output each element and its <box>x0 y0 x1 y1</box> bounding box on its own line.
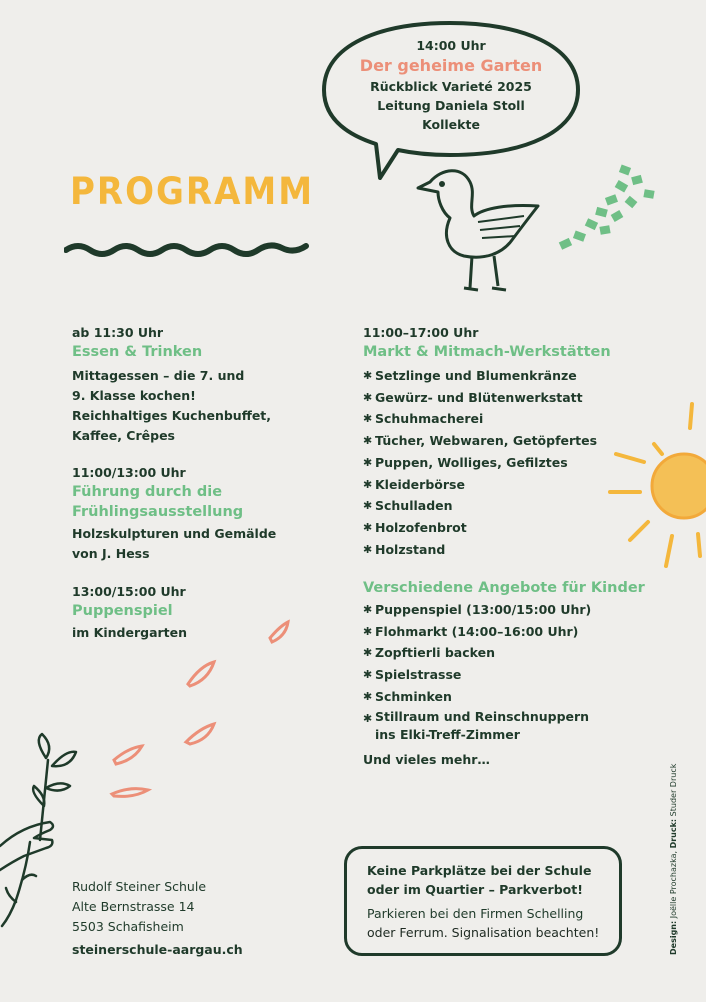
parking-warning-line: Keine Parkplätze bei der Schule <box>367 863 592 878</box>
list-item: ✱ Spielstrasse <box>363 664 663 686</box>
school-street: Alte Bernstrasse 14 <box>72 899 195 914</box>
zigzag-line <box>64 236 310 260</box>
list-item: ✱ Kleiderbörse <box>363 474 663 496</box>
section-title: Markt & Mitmach-Werkstätten <box>363 344 611 360</box>
section-line: Mittagessen – die 7. und <box>72 368 245 383</box>
section-line: Reichhaltiges Kuchenbuffet, <box>72 408 272 423</box>
star-bullet-icon: ✱ <box>363 434 373 448</box>
school-website-link[interactable]: steinerschule-aargau.ch <box>72 942 243 957</box>
section-time: 13:00/15:00 Uhr <box>72 584 186 599</box>
address-block <box>72 877 243 960</box>
list-item: ✱ Gewürz- und Blütenwerkstatt <box>363 387 663 409</box>
list-item: ✱ Holzofenbrot <box>363 517 663 539</box>
star-bullet-icon: ✱ <box>363 542 373 556</box>
star-bullet-icon: ✱ <box>363 668 373 682</box>
section-time: 11:00–17:00 Uhr <box>363 325 479 340</box>
section-fuehrung <box>72 464 322 564</box>
school-name: Rudolf Steiner Schule <box>72 879 207 894</box>
star-bullet-icon: ✱ <box>363 499 373 513</box>
list-item: ✱ Puppenspiel (13:00/15:00 Uhr) <box>363 599 663 621</box>
bubble-time: 14:00 Uhr <box>416 38 486 53</box>
star-bullet-icon: ✱ <box>363 477 373 491</box>
section-title: Führung durch die <box>72 484 223 500</box>
list-item: ✱ Zopftierli backen <box>363 642 663 664</box>
section-line: Holzskulpturen und Gemälde <box>72 526 277 541</box>
list-item: ✱ Schulladen <box>363 495 663 517</box>
credits <box>669 764 678 955</box>
bubble-line-2: Leitung Daniela Stoll <box>377 98 525 113</box>
parking-warning-line: oder im Quartier – Parkverbot! <box>367 882 583 897</box>
section-line: 9. Klasse kochen! <box>72 388 196 403</box>
section-line: von J. Hess <box>72 546 150 561</box>
more-text: Und vieles mehr… <box>363 751 490 767</box>
list-item: ✱ Schminken <box>363 686 663 708</box>
section-title: Essen & Trinken <box>72 344 203 360</box>
star-bullet-icon: ✱ <box>363 369 373 382</box>
section-essen <box>72 324 322 446</box>
bubble-title: Der geheime Garten <box>359 56 543 75</box>
list-item: ✱ Puppen, Wolliges, Gefilztes <box>363 452 663 474</box>
bubble-line-1: Rückblick Varieté 2025 <box>370 79 532 94</box>
list-item: ✱ Setzlinge und Blumenkränze <box>363 365 663 387</box>
bubble-content <box>320 36 582 134</box>
parking-info-line: Parkieren bei den Firmen Schelling <box>367 906 584 921</box>
star-bullet-icon: ✱ <box>363 624 373 638</box>
list-item: ✱ Tücher, Webwaren, Getöpfertes <box>363 430 663 452</box>
star-bullet-icon: ✱ <box>363 689 373 703</box>
section-time: ab 11:30 Uhr <box>72 325 164 340</box>
star-bullet-icon: ✱ <box>363 711 373 725</box>
design-name: Joëlle Prochazka, <box>669 850 678 919</box>
section-title: Verschiedene Angebote für Kinder <box>363 580 645 596</box>
sun-icon <box>606 396 706 576</box>
star-bullet-icon: ✱ <box>363 520 373 534</box>
star-bullet-icon: ✱ <box>363 390 373 404</box>
section-title: Frühlingsausstellung <box>72 504 244 520</box>
section-title: Puppenspiel <box>72 603 173 619</box>
list-item: ✱ Flohmarkt (14:00–16:00 Uhr) <box>363 621 663 643</box>
kids-list <box>363 599 663 744</box>
star-bullet-icon: ✱ <box>363 412 373 426</box>
star-bullet-icon: ✱ <box>363 646 373 660</box>
petals-icon <box>104 618 294 802</box>
list-item: ✱ Holzstand <box>363 539 663 561</box>
bubble-line-3: Kollekte <box>422 117 480 132</box>
star-bullet-icon: ✱ <box>363 455 373 469</box>
print-label: Druck: <box>669 818 678 849</box>
programm-title: PROGRAMM <box>70 170 315 214</box>
section-kinder <box>363 578 663 770</box>
section-time: 11:00/13:00 Uhr <box>72 465 186 480</box>
print-name: Studer Druck <box>669 763 678 817</box>
leaves-icon <box>556 160 660 255</box>
star-bullet-icon: ✱ <box>363 603 373 616</box>
list-item: ✱ Schuhmacherei <box>363 408 663 430</box>
section-line: Kaffee, Crêpes <box>72 428 175 443</box>
school-city: 5503 Schafisheim <box>72 919 184 934</box>
list-item: ✱ Stillraum und Reinschnuppern ins Elki-Treff-Zimmer <box>363 708 590 742</box>
section-line: im Kindergarten <box>72 625 188 640</box>
parking-notice <box>344 846 622 956</box>
design-label: Design: <box>669 920 678 955</box>
parking-info-line: oder Ferrum. Signalisation beachten! <box>367 925 600 940</box>
bird-icon <box>412 160 552 300</box>
